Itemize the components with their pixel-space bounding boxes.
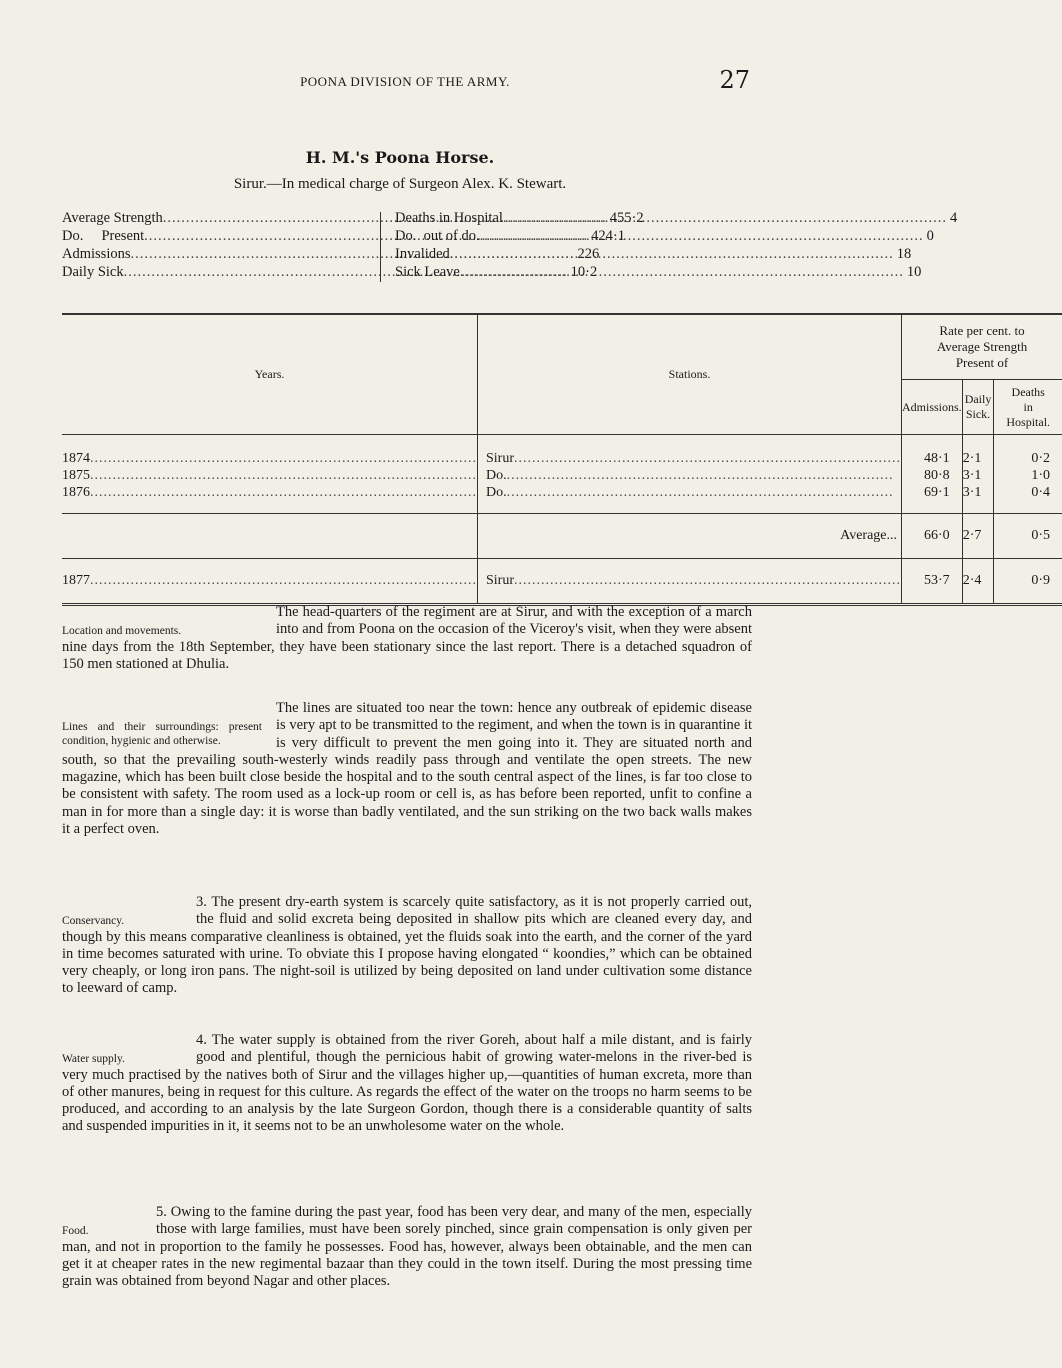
summary-right-column: [395, 210, 958, 282]
margin-note: Conservancy.: [62, 915, 125, 927]
summary-row: [395, 210, 958, 228]
summary-value: 10: [906, 264, 922, 280]
table-header-row: [62, 314, 1062, 380]
admissions-cell: 80·8: [902, 467, 963, 485]
summary-label: Invalided: [395, 246, 450, 262]
section-title: H. M.'s Poona Horse.: [305, 148, 495, 167]
year-text: 1875: [62, 468, 90, 483]
summary-statistics: [62, 210, 958, 282]
header-deaths: Deaths in Hospital.: [994, 380, 1062, 435]
section-subtitle: Sirur.—In medical charge of Surgeon Alex. K. Stewart.: [233, 176, 567, 192]
paragraph-text: 5. Owing to the famine during the past year, food has been very dear, and many of the men, especially those with large families, must have been sorely pinched, since grain compensation is only given per man, and not in proportion to the family he possesses. Food has, however, always been obtainable, and the men can get it at cheaper rates in the new regimental bazaar than they could in the town itself. During the most pressing time grain was obtained from beyond Nagar and other places.: [62, 1204, 752, 1290]
station-cell: [478, 559, 902, 605]
station-cell: [478, 485, 902, 514]
paragraph-location: [62, 604, 752, 673]
summary-label: Do. Present: [62, 228, 145, 244]
summary-row: [395, 228, 934, 246]
margin-note: Food.: [62, 1225, 89, 1237]
station-text: Sirur: [486, 573, 514, 588]
station-cell: [478, 435, 902, 468]
daily-sick-cell: 2·1: [962, 435, 994, 468]
year-cell: [62, 435, 478, 468]
margin-note: Lines and their surroundings: present condition, hygienic and otherwise.: [62, 721, 262, 747]
year-text: 1876: [62, 485, 90, 500]
dot-leader: [90, 573, 477, 589]
dot-leader: [507, 468, 901, 484]
year-cell: [62, 559, 478, 605]
station-text: Do.: [486, 485, 507, 500]
column-divider: [380, 212, 381, 282]
summary-label: Average Strength: [62, 210, 163, 226]
paragraph-text: 4. The water supply is obtained from the river Goreh, about half a mile distant, and is fairly good and plentiful, though the pernicious habit of growing water-melons in the river-bed is very much practised by the natives both of Sirur and the villages higher up,—quantities of human excreta, more than of other manures, being in request for this culture. As regards the effect of the water on the troops no harm seems to be produced, and according to an analysis by the late Surgeon Gordon, though there is a considerable quantity of salts and suspended impurities in it, it seems not to be an unwholesome water on the whole.: [62, 1032, 752, 1135]
paragraph-text: 3. The present dry-earth system is scarcely quite satisfactory, as it is not properly carried out, the fluid and solid excreta being deposited in shallow pits which are cleaned every day, and though by this means comparative cleanliness is obtained, yet the fluids soak into the earth, and the corner of the yard in time becomes saturated with urine. To obviate this I propose having elongated “ koondies,” which can be obtained very cheaply, or long iron pans. The night-soil is utilized by being deposited on land under cultivation some distance to leeward of camp.: [62, 894, 752, 997]
table-row: [62, 467, 1062, 485]
station-text: Do.: [486, 468, 507, 483]
deaths-cell: 0·4: [994, 485, 1062, 514]
admissions-cell: 69·1: [902, 485, 963, 514]
summary-row: [395, 264, 922, 282]
paragraph-text: The lines are situated too near the town: hence any outbreak of epidemic disease is very apt to be transmitted to the regiment, and when the town is in quarantine it is very difficult to prevent the men going into it. They are situated north and south, so that the prevailing south-westerly winds readily pass through and ventilate the open streets. The new magazine, which has been built close beside the hospital and to the south central aspect of the lines, is far too close to be consistent with safety. The room used as a lock-up room or cell is, as has before been reported, unfit to confine a man in for more than a single day: it is worse than badly ventilated, and the sun striking on the two back walls makes it a perfect oven.: [62, 700, 752, 838]
year-text: 1874: [62, 451, 90, 466]
dot-leader: [90, 485, 477, 501]
running-head-title: POONA DIVISION OF THE ARMY.: [300, 74, 510, 89]
summary-label: Deaths in Hospital: [395, 210, 503, 226]
summary-value: 424·1: [591, 228, 626, 244]
header-stations: Stations.: [478, 314, 902, 435]
daily-sick-cell: 3·1: [962, 485, 994, 514]
paragraph-conservancy: [62, 894, 752, 998]
summary-value: 4: [949, 210, 958, 226]
average-label: Average...: [478, 514, 902, 559]
header-admissions: Admissions.: [902, 380, 963, 435]
summary-label: Daily Sick: [62, 264, 124, 280]
table-row: [62, 485, 1062, 514]
year-cell: [62, 485, 478, 514]
paragraph-lines: [62, 700, 752, 838]
year-text: 1877: [62, 573, 90, 588]
station-cell: [478, 467, 902, 485]
daily-sick-cell: 3·1: [962, 467, 994, 485]
table-row: [62, 435, 1062, 468]
dot-leader: [460, 264, 904, 281]
year-cell: [62, 467, 478, 485]
paragraph-food: [62, 1204, 752, 1290]
summary-value: 18: [896, 246, 912, 262]
table-current-row: [62, 559, 1062, 605]
summary-value: 226: [577, 246, 600, 262]
dot-leader: [450, 246, 894, 263]
margin-note: Location and movements.: [62, 625, 182, 637]
dot-leader: [480, 228, 924, 245]
deaths-cell: 0·9: [994, 559, 1062, 605]
summary-row: [395, 246, 912, 264]
dot-leader: [507, 485, 901, 501]
year-cell: [62, 514, 478, 559]
dot-leader: [514, 573, 901, 589]
paragraph-water-supply: [62, 1032, 752, 1136]
table-average-row: [62, 514, 1062, 559]
admissions-cell: 66·0: [902, 514, 963, 559]
page-number: 27: [719, 66, 750, 94]
deaths-cell: 0·2: [994, 435, 1062, 468]
deaths-cell: 0·5: [994, 514, 1062, 559]
header-years: Years.: [62, 314, 478, 435]
daily-sick-cell: 2·4: [962, 559, 994, 605]
summary-value: 10·2: [570, 264, 598, 280]
daily-sick-cell: 2·7: [962, 514, 994, 559]
summary-label: Sick Leave: [395, 264, 460, 280]
admissions-cell: 48·1: [902, 435, 963, 468]
rates-table: [62, 313, 1062, 606]
header-daily-sick: Daily Sick.: [962, 380, 994, 435]
margin-note: Water supply.: [62, 1053, 125, 1065]
dot-leader: [514, 451, 901, 467]
dot-leader: [90, 451, 477, 467]
summary-label: Do. out of do.: [395, 228, 480, 244]
summary-value: 455·2: [609, 210, 644, 226]
deaths-cell: 1·0: [994, 467, 1062, 485]
summary-value: 0: [926, 228, 934, 244]
header-rate-group: Rate per cent. to Average Strength Present of: [902, 314, 1062, 380]
paragraph-text: The head-quarters of the regiment are at Sirur, and with the exception of a march into and from Poona on the occasion of the Viceroy's visit, when they were absent nine days from the 18th September, they have been stationary since the last report. There is a detached squadron of 150 men stationed at Dhulia.: [62, 604, 752, 672]
dot-leader: [503, 210, 947, 227]
station-text: Sirur: [486, 451, 514, 466]
admissions-cell: 53·7: [902, 559, 963, 605]
running-head: [60, 66, 750, 96]
summary-label: Admissions: [62, 246, 131, 262]
dot-leader: [90, 468, 477, 484]
